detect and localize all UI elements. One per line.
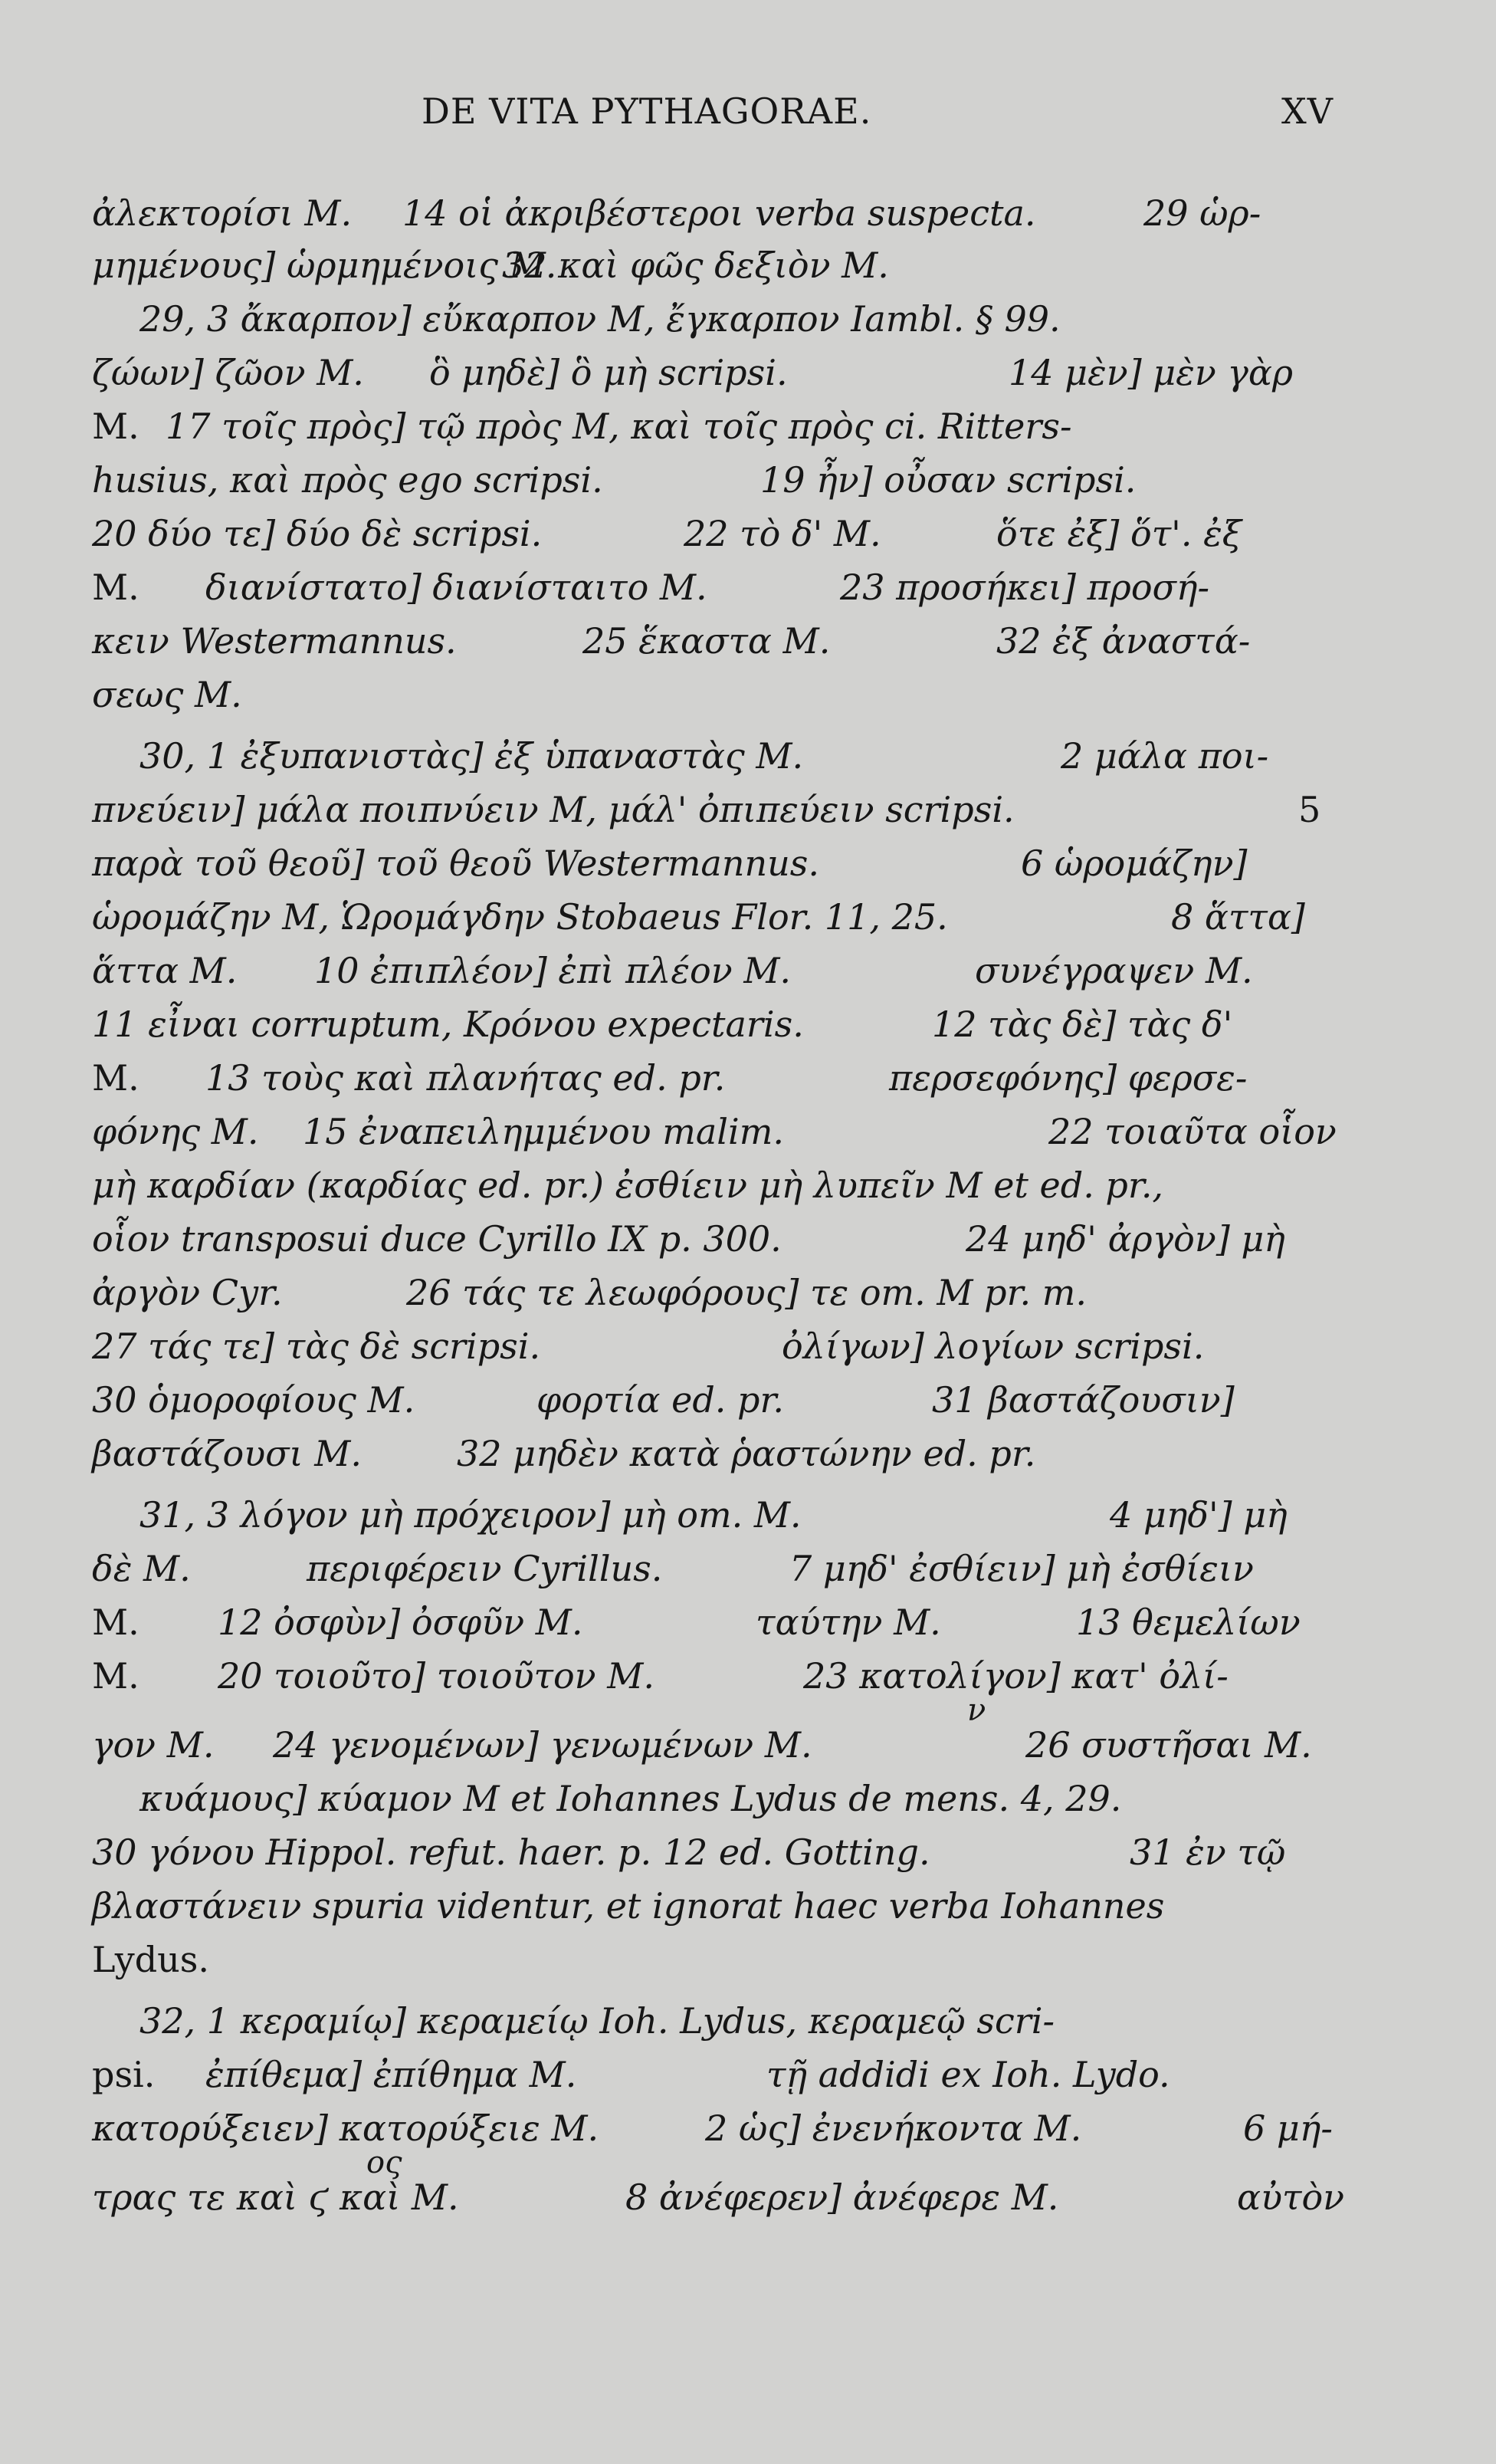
- text-segment: βαστάζουσι M.: [92, 1433, 362, 1474]
- text-segment: ἀργὸν Cyr.: [92, 1272, 283, 1313]
- text-line: [0, 1592, 1496, 1653]
- text-segment: 10 ἐπιπλέον] ἐπὶ πλέον M.: [314, 950, 792, 991]
- text-segment: 5: [1298, 789, 1321, 830]
- text-segment: ὡρομάζην M, Ὡρομάγδην Stobaeus Flor. 11, 25.: [92, 896, 948, 938]
- text-segment: M.: [92, 567, 139, 608]
- text-segment: husius, καὶ πρὸς ego scripsi.: [92, 459, 603, 501]
- text-segment: ζώων] ζῶον M.: [92, 352, 364, 393]
- text-segment: 30 ὁμοροφίους M.: [92, 1379, 415, 1421]
- text-segment: διανίστατο] διανίσταιτο M.: [205, 567, 707, 608]
- text-segment: 8 ἀνέφερεν] ἀνέφερε M.: [625, 2177, 1059, 2218]
- text-segment: M.: [92, 1057, 139, 1099]
- text-segment: κατορύξειεν] κατορύξειε M.: [92, 2108, 599, 2149]
- text-segment: 29 ὡρ-: [1143, 192, 1261, 234]
- text-line: [0, 1875, 1496, 1937]
- text-line: [0, 779, 1496, 840]
- text-segment: ὃ μηδὲ] ὃ μὴ scripsi.: [429, 352, 788, 393]
- text-segment: αὐτὸν: [1237, 2177, 1345, 2218]
- text-line: [0, 725, 1496, 787]
- text-segment: ἀλεκτορίσι M.: [92, 192, 353, 234]
- text-segment: 6 μή-: [1243, 2108, 1333, 2149]
- text-segment: 27 τάς τε] τὰς δὲ scripsi.: [92, 1326, 541, 1367]
- text-segment: 25 ἕκαστα M.: [582, 620, 831, 662]
- text-line: [0, 503, 1496, 564]
- text-segment: 15 ἐναπειλημμένου malim.: [303, 1111, 784, 1152]
- text-segment: μημένους] ὡρμημένοις M.: [92, 245, 557, 286]
- text-segment: psi.: [92, 2054, 156, 2095]
- text-segment: 2 μάλα ποι-: [1061, 735, 1269, 777]
- text-segment: 20 δύο τε] δύο δὲ scripsi.: [92, 513, 543, 554]
- text-segment: 32, 1 κεραμίῳ] κεραμείῳ Ioh. Lydus, κεραμεῷ scri-: [139, 2000, 1055, 2042]
- text-segment: 19 ἦν] οὖσαν scripsi.: [760, 459, 1137, 501]
- text-segment: 24 γενομένων] γενωμένων M.: [273, 1724, 812, 1766]
- text-line: [0, 2098, 1496, 2159]
- text-segment: 14 μὲν] μὲν γὰρ: [1009, 352, 1294, 393]
- text-segment: 20 τοιοῦτο] τοιοῦτον M.: [218, 1655, 654, 1697]
- text-segment: 30, 1 ἐξυπανιστὰς] ἐξ ὑπαναστὰς M.: [139, 735, 804, 777]
- running-title: DE VITA PYTHAGORAE.: [422, 90, 872, 132]
- text-line: [0, 396, 1496, 457]
- text-line: [0, 994, 1496, 1055]
- text-segment: 24 μηδ' ἀργὸν] μὴ: [966, 1218, 1285, 1260]
- text-line: [0, 1538, 1496, 1599]
- text-line: [0, 1316, 1496, 1377]
- text-segment: 31, 3 λόγον μὴ πρόχειρον] μὴ om. M.: [139, 1494, 802, 1536]
- text-segment: 17 τοῖς πρὸς] τῷ πρὸς M, καὶ τοῖς πρὸς ci. Ritters-: [166, 406, 1072, 447]
- text-segment: M.: [92, 406, 139, 447]
- text-segment: 13 τοὺς καὶ πλανήτας ed. pr.: [205, 1057, 726, 1099]
- text-line: [0, 1768, 1496, 1829]
- text-line: [0, 833, 1496, 894]
- text-line: [0, 1822, 1496, 1883]
- text-line: [0, 1645, 1496, 1707]
- text-segment: κειν Westermannus.: [92, 620, 457, 662]
- text-segment: περσεφόνης] φερσε-: [889, 1057, 1248, 1099]
- text-line: [0, 1047, 1496, 1109]
- text-line: [0, 940, 1496, 1001]
- text-segment: βλαστάνειν spuria videntur, et ignorat haec verba Iohannes: [92, 1885, 1165, 1927]
- text-segment: τῇ addidi ex Ioh. Lydo.: [766, 2054, 1170, 2095]
- text-line: [0, 288, 1496, 350]
- text-segment: 29, 3 ἄκαρπον] εὔκαρπον M, ἔγκαρπον Iambl. § 99.: [139, 298, 1061, 340]
- text-segment: δὲ M.: [92, 1548, 191, 1589]
- text-segment: ὅτε ἐξ] ὅτ'. ἐξ: [996, 513, 1242, 554]
- text-line: [0, 1929, 1496, 1990]
- text-segment: ἐπίθεμα] ἐπίθημα M.: [205, 2054, 577, 2095]
- text-line: [0, 1155, 1496, 1216]
- text-segment: κυάμους] κύαμον M et Iohannes Lydus de mens. 4, 29.: [139, 1778, 1122, 1819]
- text-segment: Lydus.: [92, 1939, 210, 1980]
- text-line: [0, 2044, 1496, 2105]
- text-segment: 23 προσήκει] προσή-: [840, 567, 1210, 608]
- text-line: [0, 664, 1496, 725]
- text-segment: 23 κατολίγον] κατ' ὀλί-: [803, 1655, 1229, 1697]
- running-header: [422, 90, 1334, 132]
- text-segment: M.: [92, 1655, 139, 1697]
- text-segment: τρας τε καὶ ϛ καὶ M.: [92, 2177, 459, 2218]
- text-segment: μὴ καρδίαν (καρδίας ed. pr.) ἐσθίειν μὴ λυπεῖν M et ed. pr.,: [92, 1165, 1164, 1206]
- text-segment: 8 ἅττα]: [1171, 896, 1305, 938]
- text-segment: M.: [92, 1602, 139, 1643]
- text-segment: 32 καὶ φῶς δεξιὸν M.: [502, 245, 889, 286]
- text-segment: 32 μηδὲν κατὰ ῥαστώνην ed. pr.: [457, 1433, 1036, 1474]
- text-segment: 22 τοιαῦτα οἷον: [1048, 1111, 1337, 1152]
- text-line: [0, 1101, 1496, 1162]
- text-line: [0, 342, 1496, 403]
- interlinear-correction: ος: [366, 2145, 402, 2180]
- text-segment: φορτία ed. pr.: [536, 1379, 785, 1421]
- text-line: [0, 610, 1496, 672]
- text-line: [0, 1423, 1496, 1484]
- text-segment: 32 ἐξ ἀναστά-: [996, 620, 1251, 662]
- text-segment: 12 τὰς δὲ] τὰς δ': [932, 1004, 1233, 1045]
- text-segment: φόνης M.: [92, 1111, 259, 1152]
- text-segment: συνέγραψεν M.: [975, 950, 1253, 991]
- text-line: [0, 1369, 1496, 1431]
- text-segment: σεως M.: [92, 674, 242, 715]
- text-segment: περιφέρειν Cyrillus.: [307, 1548, 663, 1589]
- text-segment: παρὰ τοῦ θεοῦ] τοῦ θεοῦ Westermannus.: [92, 843, 819, 884]
- text-segment: 12 ὀσφὺν] ὀσφῦν M.: [218, 1602, 583, 1643]
- text-line: [0, 886, 1496, 948]
- text-line: [0, 1990, 1496, 2052]
- text-line: [0, 1262, 1496, 1323]
- text-segment: 31 βαστάζουσιν]: [932, 1379, 1235, 1421]
- text-segment: ὀλίγων] λογίων scripsi.: [782, 1326, 1205, 1367]
- text-line: [0, 1208, 1496, 1270]
- text-segment: 31 ἐν τῷ: [1130, 1832, 1286, 1873]
- text-segment: 30 γόνου Hippol. refut. haer. p. 12 ed. Gotting.: [92, 1832, 930, 1873]
- text-segment: 13 θεμελίων: [1076, 1602, 1301, 1643]
- text-segment: 7 μηδ' ἐσθίειν] μὴ ἐσθίειν: [789, 1548, 1254, 1589]
- text-segment: 26 τάς τε λεωφόρους] τε om. M pr. m.: [406, 1272, 1087, 1313]
- text-segment: 26 συστῆσαι M.: [1025, 1724, 1312, 1766]
- text-segment: 11 εἶναι corruptum, Κρόνου expectaris.: [92, 1004, 804, 1045]
- interlinear-correction: ν: [967, 1693, 986, 1728]
- text-line: [0, 449, 1496, 511]
- text-line: [0, 235, 1496, 296]
- page-number: XV: [1281, 90, 1334, 132]
- text-segment: 14 οἱ ἀκριβέστεροι verba suspecta.: [402, 192, 1036, 234]
- text-line: [0, 1484, 1496, 1546]
- text-segment: οἷον transposui duce Cyrillo IX p. 300.: [92, 1218, 782, 1260]
- text-segment: 4 μηδ'] μὴ: [1110, 1494, 1288, 1536]
- text-segment: 6 ὡρομάζην]: [1021, 843, 1248, 884]
- text-segment: ἅττα M.: [92, 950, 238, 991]
- text-segment: 22 τὸ δ' M.: [684, 513, 881, 554]
- text-line: [0, 557, 1496, 618]
- text-segment: γον M.: [92, 1724, 215, 1766]
- text-segment: 2 ὡς] ἐνενήκοντα M.: [705, 2108, 1082, 2149]
- text-segment: ταύτην M.: [756, 1602, 941, 1643]
- text-line: [0, 1714, 1496, 1776]
- text-segment: πνεύειν] μάλα ποιπνύειν M, μάλ' ὀπιπεύειν scripsi.: [92, 789, 1015, 830]
- text-line: [0, 2167, 1496, 2228]
